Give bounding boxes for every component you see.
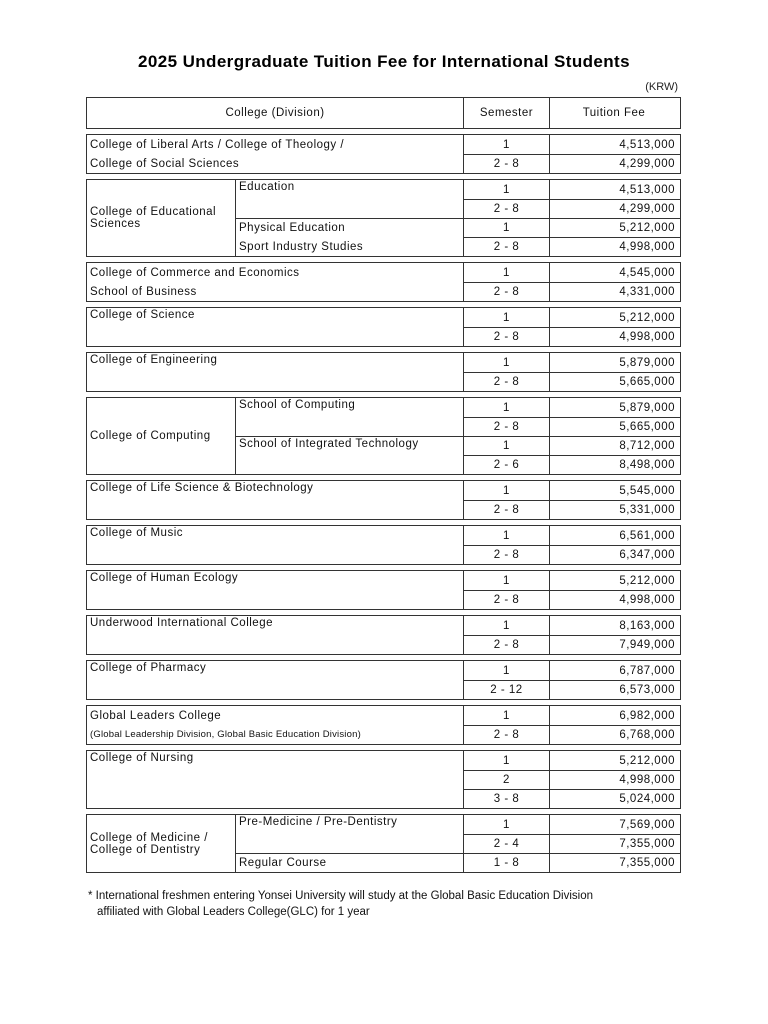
division-name: Regular Course	[235, 853, 463, 872]
semester: 3 - 8	[463, 789, 549, 808]
division-name-line2: Sport Industry Studies	[235, 237, 463, 256]
college-name: College of Human Ecology	[90, 572, 239, 584]
tuition-fee: 5,212,000	[549, 571, 680, 590]
semester: 1	[463, 135, 549, 154]
college-divisions: (Global Leadership Division, Global Basic Education Division)	[90, 729, 361, 740]
college-name: College of Music	[90, 527, 184, 539]
semester: 1	[463, 526, 549, 545]
header-college: College (Division)	[225, 107, 325, 119]
tuition-fee: 6,787,000	[549, 661, 680, 680]
tuition-fee: 4,299,000	[549, 199, 680, 218]
semester: 2 - 8	[463, 199, 549, 218]
semester: 1	[463, 308, 549, 327]
semester: 1	[463, 353, 549, 372]
semester: 2 - 8	[463, 545, 549, 564]
tuition-fee: 6,982,000	[549, 706, 680, 725]
semester: 1	[463, 661, 549, 680]
tuition-fee: 6,768,000	[549, 725, 680, 744]
table-row	[86, 307, 681, 347]
tuition-fee: 6,561,000	[549, 526, 680, 545]
table-row	[86, 814, 681, 873]
semester: 1	[463, 218, 549, 237]
semester: 2 - 8	[463, 372, 549, 391]
semester: 1	[463, 616, 549, 635]
college-name: College of Medicine / College of Dentistry	[90, 831, 208, 856]
tuition-fee: 7,569,000	[549, 815, 680, 834]
page-title: 2025 Undergraduate Tuition Fee for International Students	[138, 52, 630, 71]
table-row	[86, 525, 681, 565]
semester: 1	[463, 436, 549, 455]
tuition-fee: 5,665,000	[549, 417, 680, 436]
table-row	[86, 134, 681, 174]
header-semester: Semester	[463, 98, 549, 128]
tuition-fee: 4,998,000	[549, 327, 680, 346]
college-name: College of Science	[90, 309, 195, 321]
semester: 1	[463, 571, 549, 590]
tuition-fee: 4,998,000	[549, 237, 680, 256]
college-name: College of Nursing	[90, 752, 194, 764]
tuition-fee: 5,212,000	[549, 751, 680, 770]
semester: 2 - 8	[463, 237, 549, 256]
semester: 2 - 8	[463, 725, 549, 744]
college-name: College of Pharmacy	[90, 662, 207, 674]
college-name: Global Leaders College	[90, 709, 222, 722]
semester: 2	[463, 770, 549, 789]
college-name: Underwood International College	[90, 617, 273, 629]
tuition-fee: 5,665,000	[549, 372, 680, 391]
college-name-line2: College of Social Sciences	[90, 157, 240, 170]
college-name: College of Commerce and Economics	[90, 266, 300, 279]
table-row	[86, 705, 681, 745]
tuition-fee: 7,355,000	[549, 853, 680, 872]
tuition-fee: 5,879,000	[549, 353, 680, 372]
division-name: Physical Education	[235, 218, 463, 237]
division-name: School of Computing	[235, 398, 463, 436]
semester: 1	[463, 398, 549, 417]
semester: 2 - 8	[463, 417, 549, 436]
tuition-fee: 6,573,000	[549, 680, 680, 699]
tuition-fee: 5,212,000	[549, 308, 680, 327]
table-row	[86, 352, 681, 392]
tuition-fee: 4,513,000	[549, 135, 680, 154]
tuition-fee: 5,545,000	[549, 481, 680, 500]
semester: 1 - 8	[463, 853, 549, 872]
semester: 2 - 4	[463, 834, 549, 853]
tuition-fee: 5,212,000	[549, 218, 680, 237]
semester: 2 - 8	[463, 500, 549, 519]
tuition-fee: 4,998,000	[549, 590, 680, 609]
semester: 1	[463, 706, 549, 725]
table-row	[86, 480, 681, 520]
college-name: College of Computing	[90, 430, 211, 442]
tuition-fee: 5,879,000	[549, 398, 680, 417]
tuition-fee: 4,299,000	[549, 154, 680, 173]
footnote	[88, 888, 668, 920]
semester: 2 - 8	[463, 154, 549, 173]
table-row	[86, 262, 681, 302]
table-row	[86, 750, 681, 809]
division-name: School of Integrated Technology	[235, 436, 463, 474]
tuition-fee: 7,355,000	[549, 834, 680, 853]
college-name: College of Engineering	[90, 354, 218, 366]
college-name-line2: School of Business	[90, 285, 197, 298]
semester: 1	[463, 180, 549, 199]
header-fee: Tuition Fee	[549, 98, 680, 128]
table-row	[86, 179, 681, 257]
semester: 2 - 8	[463, 590, 549, 609]
semester: 2 - 8	[463, 635, 549, 654]
tuition-table	[86, 97, 681, 878]
footnote-line1: * International freshmen entering Yonsei University will study at the Global Basic Education Division	[88, 890, 593, 902]
tuition-fee: 7,949,000	[549, 635, 680, 654]
division-name: Pre-Medicine / Pre-Dentistry	[235, 815, 463, 853]
division-name: Education	[235, 180, 463, 218]
table-row	[86, 660, 681, 700]
semester: 1	[463, 815, 549, 834]
semester: 1	[463, 751, 549, 770]
table-row	[86, 615, 681, 655]
tuition-fee: 8,498,000	[549, 455, 680, 474]
tuition-fee: 4,545,000	[549, 263, 680, 282]
semester: 2 - 8	[463, 327, 549, 346]
semester: 2 - 12	[463, 680, 549, 699]
semester: 1	[463, 481, 549, 500]
college-name: College of Educational Sciences	[90, 206, 217, 230]
tuition-fee: 4,331,000	[549, 282, 680, 301]
tuition-fee: 6,347,000	[549, 545, 680, 564]
tuition-fee: 5,331,000	[549, 500, 680, 519]
currency-unit: (KRW)	[645, 81, 678, 93]
college-name: College of Liberal Arts / College of Theology /	[90, 138, 345, 151]
tuition-fee: 8,712,000	[549, 436, 680, 455]
semester: 1	[463, 263, 549, 282]
table-row	[86, 570, 681, 610]
college-name: College of Life Science & Biotechnology	[90, 482, 314, 494]
tuition-fee: 4,998,000	[549, 770, 680, 789]
tuition-fee: 5,024,000	[549, 789, 680, 808]
footnote-line2: affiliated with Global Leaders College(GLC) for 1 year	[97, 906, 370, 918]
table-header	[86, 97, 681, 129]
table-row	[86, 397, 681, 475]
semester: 2 - 6	[463, 455, 549, 474]
tuition-fee: 8,163,000	[549, 616, 680, 635]
semester: 2 - 8	[463, 282, 549, 301]
tuition-fee: 4,513,000	[549, 180, 680, 199]
